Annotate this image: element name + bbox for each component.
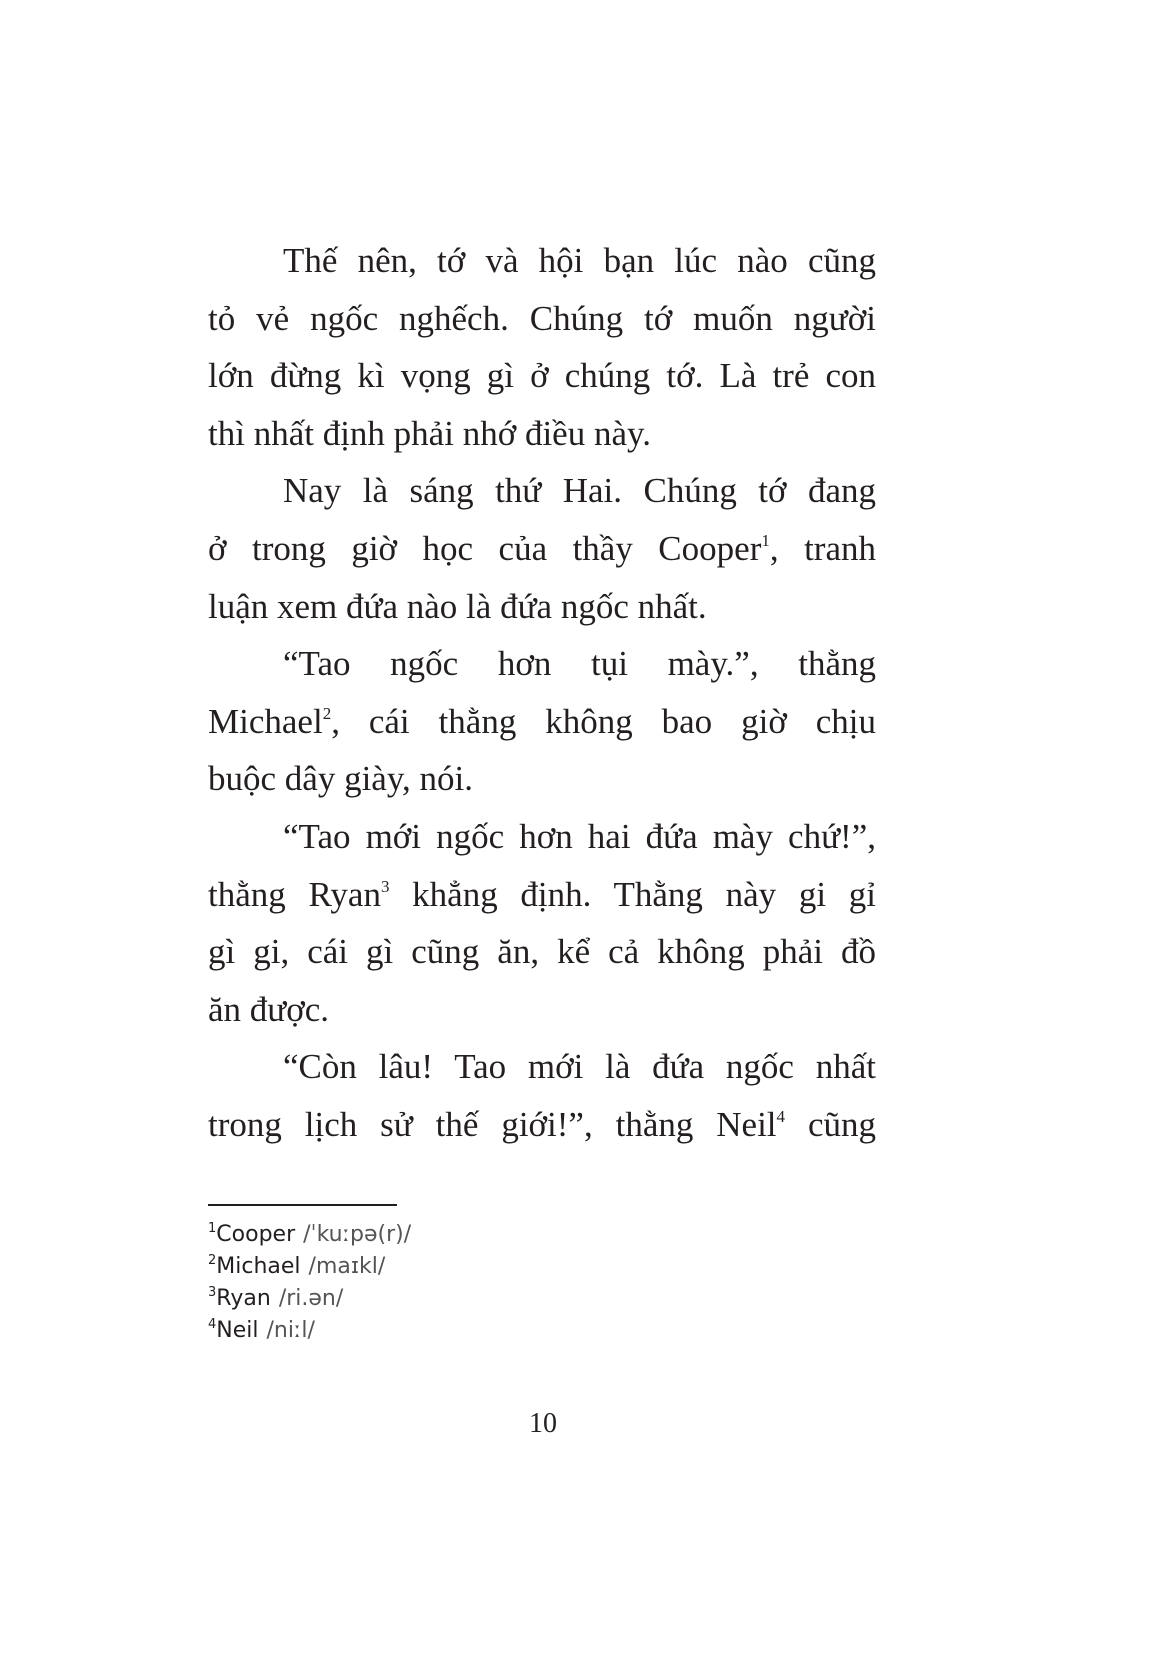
footnote-name: Cooper	[216, 1222, 296, 1247]
footnote-number: 1	[208, 1221, 217, 1236]
text-segment: Nay là sáng thứ Hai. Chúng tớ đang	[283, 471, 876, 511]
text-line	[208, 462, 876, 520]
footnote-marker: 3	[380, 876, 390, 896]
text-segment: luận xem đứa nào là đứa ngốc nhất.	[208, 586, 707, 626]
text-line	[208, 866, 876, 924]
footnote-name: Ryan	[216, 1286, 271, 1311]
text-segment: tỏ vẻ ngốc nghếch. Chúng tớ muốn người	[208, 298, 876, 338]
text-segment: “Tao ngốc hơn tụi mày.”, thằng	[283, 644, 876, 684]
body-text	[208, 232, 876, 1154]
text-line	[208, 347, 876, 405]
text-segment: , tranh	[769, 528, 876, 568]
text-line	[208, 693, 876, 751]
text-segment: cũng	[785, 1104, 876, 1144]
footnote-marker: 2	[322, 703, 332, 723]
footnote-marker: 4	[776, 1106, 786, 1126]
footnote	[208, 1219, 411, 1251]
footnote	[208, 1315, 411, 1347]
text-line	[208, 578, 876, 636]
footnote-pronunciation: /ri.ən/	[278, 1286, 344, 1311]
text-segment: thằng Ryan	[208, 874, 381, 914]
footnote-pronunciation: /niːl/	[266, 1318, 315, 1343]
footnote-number: 3	[208, 1285, 217, 1300]
text-segment: trong lịch sử thế giới!”, thằng Neil	[208, 1104, 777, 1144]
footnote-number: 2	[208, 1253, 217, 1268]
footnote-pronunciation: /ˈkuːpə(r)/	[303, 1222, 412, 1247]
text-line	[208, 232, 876, 290]
footnote-marker: 1	[761, 530, 770, 550]
text-line	[208, 923, 876, 981]
text-line	[208, 808, 876, 866]
footnote	[208, 1283, 411, 1315]
footnotes	[208, 1219, 411, 1347]
text-segment: lớn đừng kì vọng gì ở chúng tớ. Là trẻ con	[208, 356, 876, 396]
text-segment: ở trong giờ học của thầy Cooper	[208, 528, 762, 568]
text-segment: ăn được.	[208, 989, 330, 1029]
page-number: 10	[529, 1408, 557, 1439]
text-segment: “Còn lâu! Tao mới là đứa ngốc nhất	[283, 1047, 876, 1087]
footnote-divider	[208, 1204, 397, 1206]
footnote	[208, 1251, 411, 1283]
text-segment: Michael	[208, 701, 323, 741]
text-line	[208, 1096, 876, 1154]
text-line	[208, 981, 876, 1039]
text-segment: khẳng định. Thằng này gi gỉ	[389, 874, 876, 914]
text-segment: buộc dây giày, nói.	[208, 759, 474, 799]
text-segment: “Tao mới ngốc hơn hai đứa mày chứ!”,	[283, 816, 876, 856]
footnote-pronunciation: /maɪkl/	[308, 1254, 386, 1279]
text-line	[208, 405, 876, 463]
text-segment: Thế nên, tớ và hội bạn lúc nào cũng	[283, 241, 876, 280]
text-segment: , cái thằng không bao giờ chịu	[331, 701, 876, 741]
text-line	[208, 520, 876, 578]
text-segment: thì nhất định phải nhớ điều này.	[208, 413, 651, 453]
footnote-name: Michael	[216, 1254, 301, 1279]
text-line	[208, 1038, 876, 1096]
text-line	[208, 750, 876, 808]
footnote-name: Neil	[216, 1318, 259, 1343]
text-segment: gì gi, cái gì cũng ăn, kể cả không phải đồ	[208, 932, 876, 972]
text-line	[208, 635, 876, 693]
text-line	[208, 290, 876, 348]
footnote-number: 4	[208, 1317, 217, 1332]
